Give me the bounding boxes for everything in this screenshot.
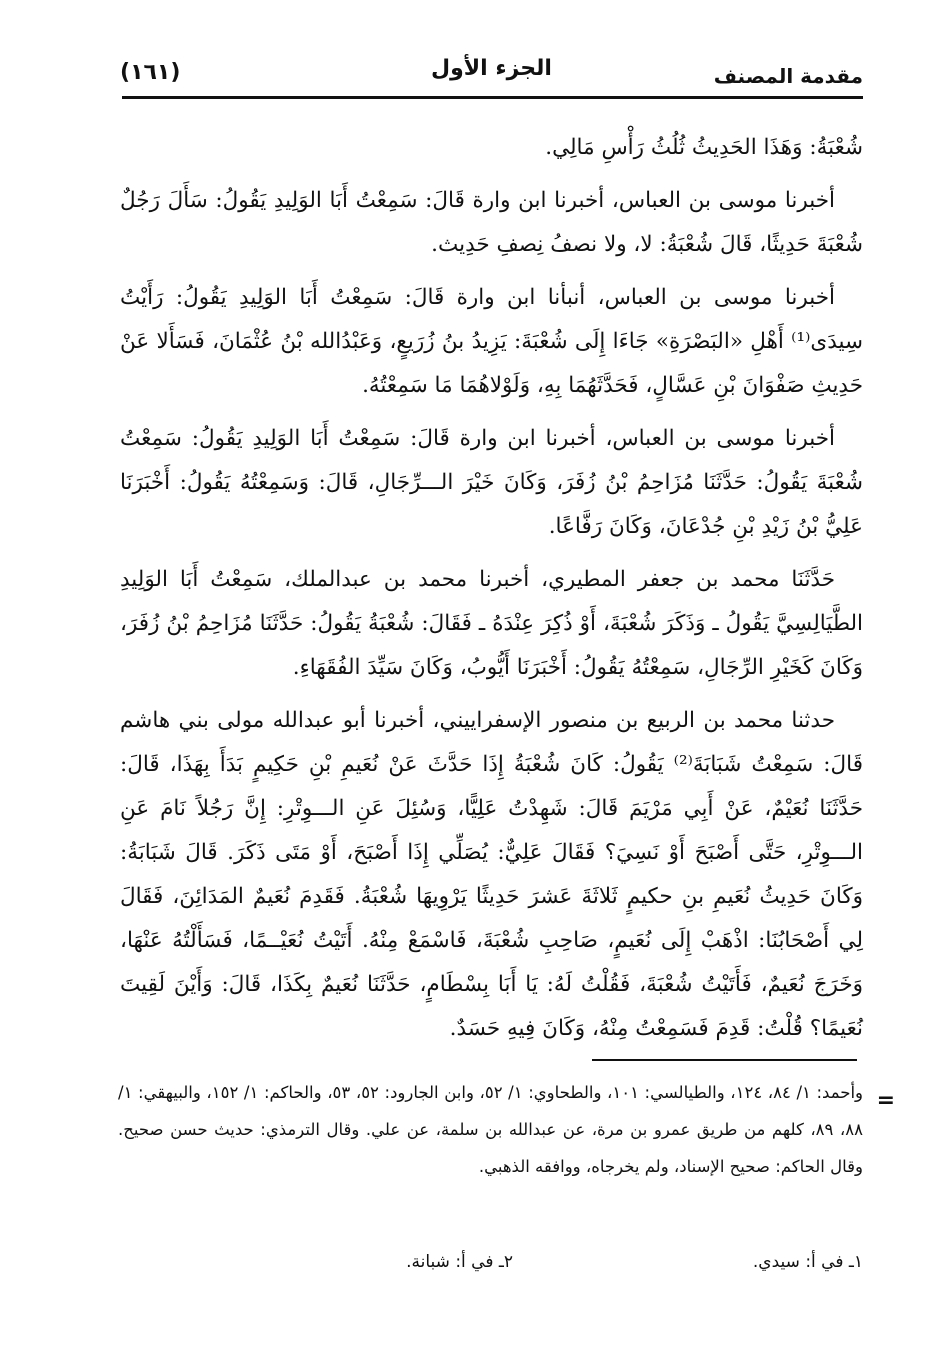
paragraph-2: أخبرنا موسى بن العباس، أخبرنا ابن وارة قَالَ: سَمِعْتُ أَبَا الوَلِيدِ يَقُولُ: سَأَلَ رَجُلٌ شُعْبَةَ حَدِيثًا، قَالَ شُعْبَةُ: لا، ولا نصفُ نِصفِ حَدِيث.: [120, 188, 863, 257]
paragraph-6: حدثنا محمد بن الربيع بن منصور الإسفراييني، أخبرنا أبو عبدالله مولى بني هاشم قَالَ: سَمِعْتُ شَبَابَةَ⁽²⁾ يَقُولُ: كَانَ شُعْبَةُ إِذَا حَدَّثَ عَنْ نُعَيمِ بْنِ حَكِيمٍ بَدَأَ بِهَذَا، قَالَ: حَدَّثَنَا نُعَيْمٌ، عَنْ أَبِي مَرْيَمَ قَالَ: شَهِدْتُ عَلِيًّا، وَسُئِلَ عَنِ الـــوِتْرِ: إِنَّ رَجُلاً نَامَ عَنِ الـــوِتْرِ، حَتَّى أَصْبَحَ أَوْ نَسِيَ؟ فَقَالَ عَلِيٌّ: يُصَلِّي إِذَا أَصْبَحَ، أَوْ مَتَى ذَكَرَ. قَالَ شَبَابَةُ: وَكَانَ حَدِيثُ نُعَيمِ بنِ حكيمٍ ثَلاثَةَ عَشرَ حَدِيثًا يَرْوِيهَا شُعْبَةُ. فَقَدِمَ نُعَيمٌ المَدَائِنَ، فَقَالَ لِي أَصْحَابُنَا: اذْهَبْ إِلَى نُعَيمٍ، صَاحِبِ شُعْبَةَ، فَاسْمَعْ مِنْهُ. أَتَيْتُ نُعَيْــمًا، فَسَأَلْتُهُ عَنْهَا، وَخَرَجَ نُعَيمٌ، فَأَتَيْتُ شُعْبَةَ، فَقُلْتُ لَهُ: يَا أَبَا بِسْطَامٍ، حَدَّثَنَا نُعَيمٌ بِكَذَا، قَالَ: وَأَيْنَ لَقِيتَ نُعَيمًا؟ قُلْتُ: قَدِمَ فَسَمِعْتُ مِنْهُ، وَكَانَ فِيهِ حَسَدٌ.: [120, 708, 863, 1041]
footnote-ref-1: ١ـ في أ: سيدي.: [752, 1252, 863, 1272]
header-divider: [122, 96, 863, 99]
footnote-references: [120, 1252, 863, 1286]
footnotes: [118, 1074, 895, 1185]
footnote-divider: [592, 1059, 857, 1061]
paragraph-5: حَدَّثَنَا محمد بن جعفر المطيري، أخبرنا محمد بن عبدالملك، سَمِعْتُ أَبَا الوَلِيدِ الطَّيَالِسِيَّ يَقُولُ ـ وَذَكَرَ شُعْبَةَ، أَوْ ذُكِرَ عِنْدَهُ ـ فَقَالَ: شُعْبَةُ يَقُولُ: حَدَّثَنَا مُزَاحِمُ بْنُ زُفَرَ، وَكَانَ كَخَيْرِ الرِّجَالِ، سَمِعْتُهُ يَقُولُ: أَخْبَرَنَا أَيُّوبُ، وَكَانَ سَيِّدَ الفُقَهَاءِ.: [120, 567, 863, 680]
footnote-continuation-mark: =: [876, 1088, 895, 1113]
paragraph-3: أخبرنا موسى بن العباس، أنبأنا ابن وارة قَالَ: سَمِعْتُ أَبَا الوَلِيدِ يَقُولُ: رَأَيْتُ سِيدَى⁽¹⁾ أَهْلِ «البَصْرَةِ» جَاءَا إِلَى شُعْبَةَ: يَزِيدُ بنُ زُرَيعٍ، وَعَبْدُالله بْنُ عُثْمَانَ، فَسَأَلا عَنْ حَدِيثِ صَفْوَانَ بْنِ عَسَّالٍ، فَحَدَّثَهُمَا بِهِ، وَلَوْلاهُمَا مَا سَمِعْتُهُ.: [120, 285, 863, 398]
volume-title: الجزء الأول: [431, 56, 552, 81]
footnote-ref-2: ٢ـ في أ: شبانة.: [406, 1252, 513, 1272]
section-title: مقدمة المصنف: [713, 64, 863, 88]
main-text: [120, 126, 863, 1060]
paragraph-1: شُعْبَةُ: وَهَذَا الحَدِيثُ ثُلُثُ رَأْسِ مَالِي.: [545, 135, 863, 160]
page-header: [120, 56, 863, 92]
page-number: (١٦١): [120, 60, 181, 85]
paragraph-4: أخبرنا موسى بن العباس، أخبرنا ابن وارة قَالَ: سَمِعْتُ أَبَا الوَلِيدِ يَقُولُ: سَمِعْتُ شُعْبَةَ يَقُولُ: حَدَّثَنَا مُزَاحِمُ بْنُ زُفَرَ، وَكَانَ خَيْرَ الـــرِّجَالِ، قَالَ: وَسَمِعْتُهُ يَقُولُ: أَخْبَرَنَا عَلِيُّ بْنُ زَيْدِ بْنِ جُدْعَانَ، وَكَانَ رَفَّاعًا.: [120, 426, 863, 539]
footnote-continued-text: وأحمد: ١/ ٨٤، ١٢٤، والطيالسي: ١٠١، والطحاوي: ١/ ٥٢، وابن الجارود: ٥٢، ٥٣، والحاكم: ١/ ١٥٢، والبيهقي: ١/ ٨٨، ٨٩، كلهم من طريق عمرو بن مرة، عن عبدالله بن سلمة، عن علي. وقال الترمذي: حديث حسن صحيح. وقال الحاكم: صحيح الإسناد، ولم يخرجاه، ووافقه الذهبي.: [118, 1083, 864, 1176]
